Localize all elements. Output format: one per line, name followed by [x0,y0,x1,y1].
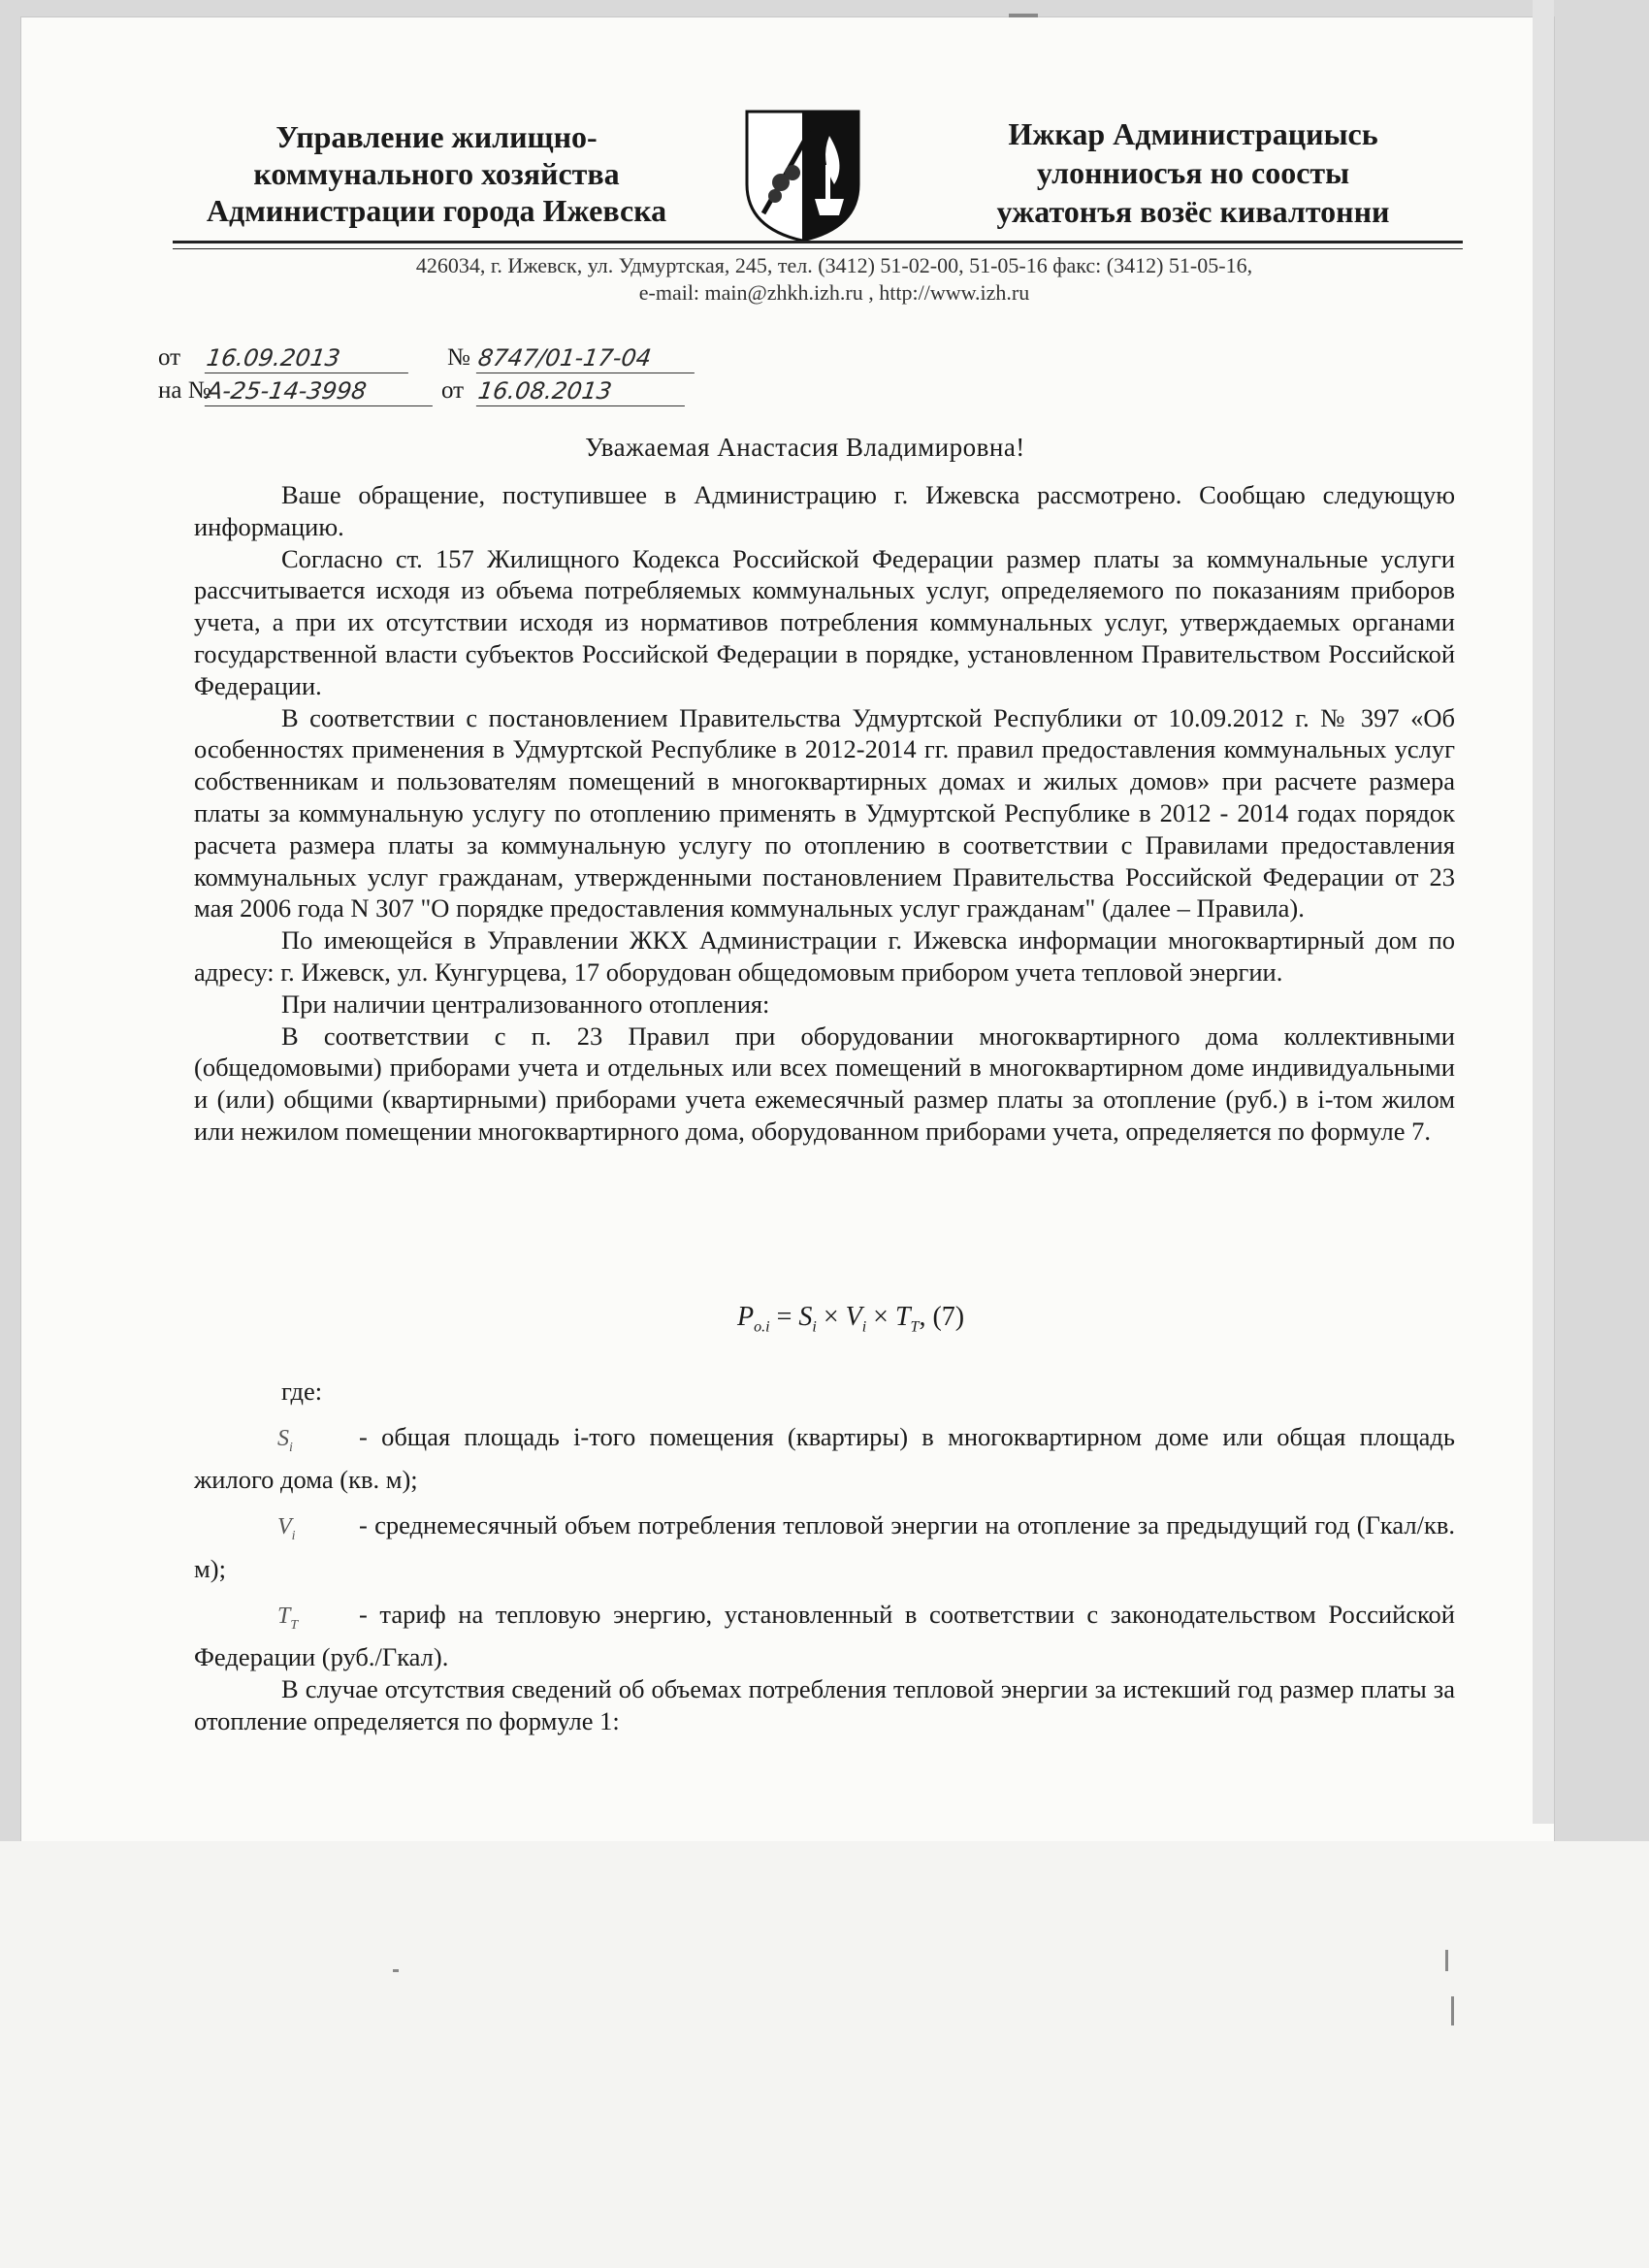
scan-speck [393,1969,399,1972]
definition-t: $T_T$ - тариф на тепловую энергию, установленный в соответствии с законодательством Российской Федерации (руб./Гкал). [194,1599,1455,1672]
contact-info [204,252,1465,307]
number-label: № [447,344,470,371]
org-right-line: улонниосъя но соосты [1036,155,1350,190]
scan-edge [1533,0,1554,1824]
org-name-russian [165,118,708,229]
definition-v: $V_i$ - среднемесячный объем потребления тепловой энергии на отопление за предыдущий год (Гкал/кв. м); [194,1510,1455,1583]
contact-address: 426034, г. Ижевск, ул. Удмуртская, 245, тел. (3412) 51-02-00, 51-05-16 факс: (3412) 51-05-16, [415,253,1253,277]
letterhead-rule-thin [173,248,1463,249]
formula-number: , (7) [919,1302,965,1332]
contact-email: e-mail: main@zhkh.izh.ru , http://www.izh.ru [638,280,1030,305]
org-left-line: Управление жилищно- [275,119,598,154]
definition-s: $S_i$ - общая площадь i-того помещения (квартиры) в многоквартирном доме или общая площадь жилого дома (кв. м); [194,1421,1455,1495]
definitions [194,1376,1455,1737]
closing-paragraph: В случае отсутствия сведений об объемах потребления тепловой энергии за истекший год размер платы за отопление определяется по формуле 1: [194,1673,1455,1735]
definition-text: - тариф на тепловую энергию, установленный в соответствии с законодательством Российской Федерации (руб./Гкал). [194,1599,1455,1672]
scan-speck [1009,14,1038,17]
org-right-line: Ижкар Администрациысь [1008,116,1378,151]
letter-body [194,479,1455,1148]
reply-label: на № [158,377,211,404]
salutation: Уважаемая Анастасия Владимировна! [585,433,1025,462]
definition-text: - общая площадь i-того помещения (квартиры) в многоквартирном доме или общая площадь жилого дома (кв. м); [194,1421,1455,1495]
definition-text: - среднемесячный объем потребления тепловой энергии на отопление за предыдущий год (Гкал/кв. м); [194,1510,1455,1583]
where-label: где: [281,1377,323,1406]
paragraph: При наличии централизованного отопления: [281,988,770,1019]
ижевск-emblem-icon [742,107,863,243]
blank-scan-area [0,1841,1649,2268]
letter-number: 8747/01-17-04 [476,343,698,373]
formula-7: $P_{o.i} = S_i \times V_i \times T_T$, (7) [737,1302,965,1336]
paragraph: В соответствии с п. 23 Правил при оборудовании многоквартирного дома коллективными (общедомовыми) приборами учета и отдельных или всех помещений в многоквартирном доме индивидуальными и (или) общими (квартирными) приборами учета ежемесячный размер платы за отопление (руб.) в i-том жилом или нежилом помещении многоквартирного дома, оборудованном приборами учета, определяется по формуле 7. [194,1021,1455,1146]
org-left-line: Администрации города Ижевска [206,193,667,228]
letterhead-rule [173,241,1463,243]
paragraph: По имеющейся в Управлении ЖКХ Администрации г. Ижевска информации многоквартирный дом по адресу: г. Ижевск, ул. Кунгурцева, 17 оборудован общедомовым прибором учета тепловой энергии. [194,925,1455,987]
paragraph: Согласно ст. 157 Жилищного Кодекса Российской Федерации размер платы за коммунальные услуги рассчитывается исходя из объема потребляемых коммунальных услуг, определяемого по показаниям приборов учета, а при их отсутствии исходя из нормативов потребления коммунальных услуг, утверждаемых органами государственной власти субъектов Российской Федерации в порядке, установленном Правительством Российской Федерации. [194,543,1455,700]
letter-date: 16.09.2013 [205,343,412,373]
reply-number: А-25-14-3998 [205,376,436,406]
from-label: от [158,344,181,371]
org-left-line: коммунального хозяйства [253,156,620,191]
letterhead [165,107,1474,243]
scan-speck [1451,1996,1454,2025]
paragraph: Ваше обращение, поступившее в Администрацию г. Ижевска рассмотрено. Сообщаю следующую информацию. [194,480,1455,541]
paragraph: В соответствии с постановлением Правительства Удмуртской Республики от 10.09.2012 г. № 397 «Об особенностях применения в Удмуртской Республике в 2012-2014 гг. правил предоставления коммунальных услуг собственникам и пользователям помещений в многоквартирных домах и жилых домов» при расчете размера платы за коммунальную услугу по отоплению применять в Удмуртской Республике в 2012 - 2014 годах порядок расчета размера платы за коммунальную услугу по отоплению в соответствии с Правилами предоставления коммунальных услуг гражданам, утвержденными постановлением Правительства Российской Федерации от 23 мая 2006 года N 307 "О порядке предоставления коммунальных услуг гражданам" (далее – Правила). [194,702,1455,923]
org-name-udmurt [922,114,1465,231]
org-right-line: ужатонъя возёс кивалтонни [996,194,1390,229]
scan-speck [1445,1950,1448,1971]
reply-from-label: от [441,377,465,404]
reply-date: 16.08.2013 [476,376,689,406]
